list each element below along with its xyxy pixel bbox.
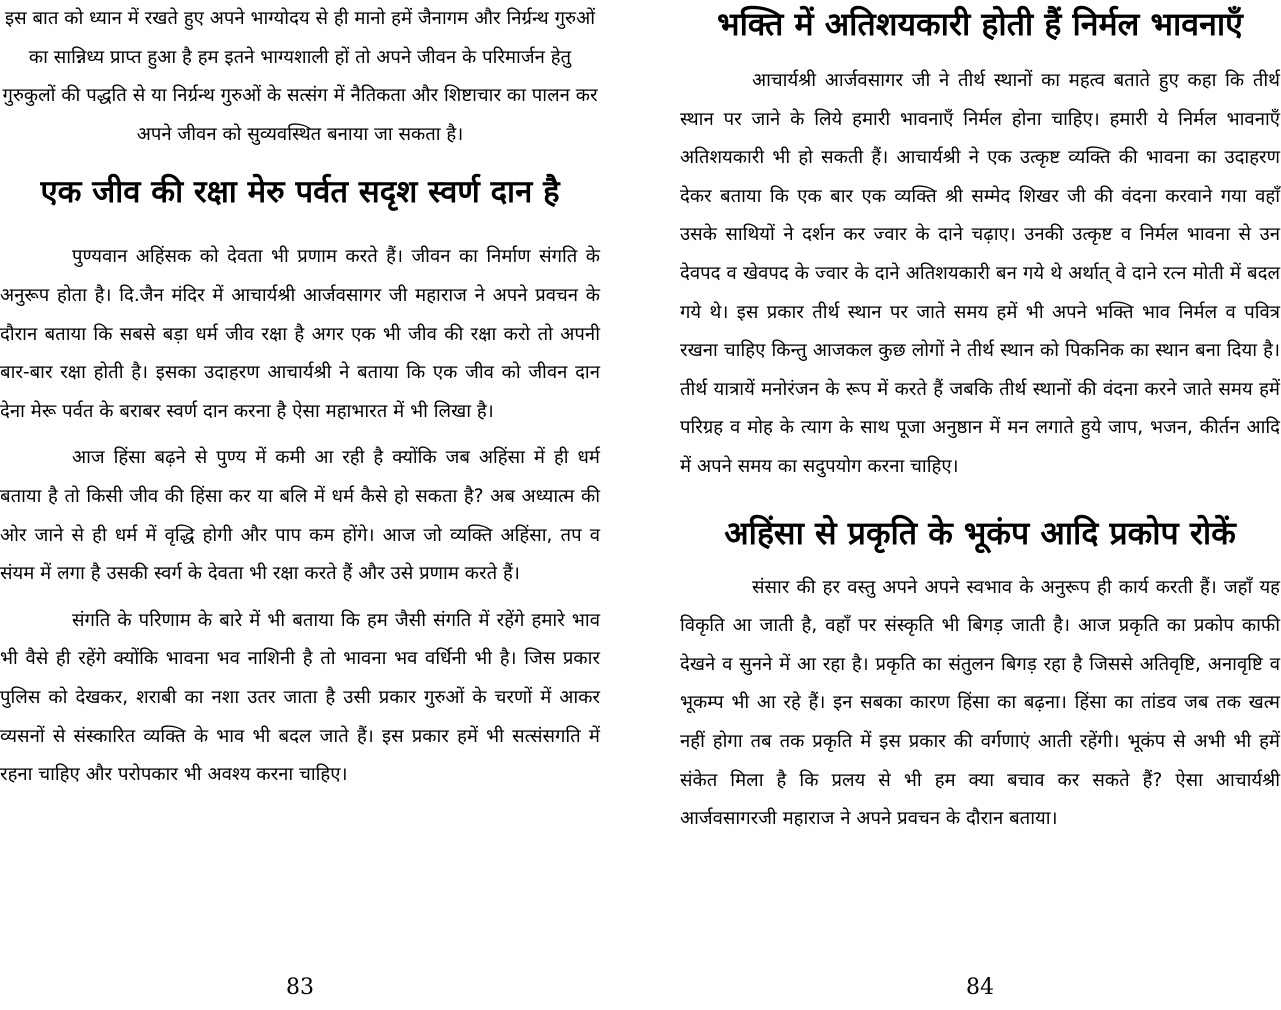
body-paragraph-2: आज हिंसा बढ़ने से पुण्य में कमी आ रही है क्योंकि जब अहिंसा में ही धर्म बताया है तो किसी जीव की हिंसा कर या बलि में धर्म कैसे हो सकता है? अब अध्यात्म की ओर जाने से ही धर्म में वृद्धि होगी और पाप कम होंगे। आज जो व्यक्ति अहिंसा, तप व संयम में लगा है उसकी स्वर्ग के देवता भी रक्षा करते हैं और उसे प्रणाम करते हैं। <box>0 447 600 585</box>
body-paragraph-3: संगति के परिणाम के बारे में भी बताया कि हम जैसी संगति में रहेंगे हमारे भाव भी वैसे ही रहेंगे क्योंकि भावना भव नाशिनी है तो भावना भव वर्धिनी भी है। जिस प्रकार पुलिस को देखकर, शराबी का नशा उतर जाता है उसी प्रकार गुरुओं के चरणों में आकर व्यसनों से संस्कारित व्यक्ति के भाव भी बदल जाते हैं। इस प्रकार हमें भी सत्संसगति में रहना चाहिए और परोपकार भी अवश्य करना चाहिए। <box>0 609 600 786</box>
intro-paragraph: इस बात को ध्यान में रखते हुए अपने भाग्योदय से ही मानो हमें जैनागम और निर्ग्रन्थ गुरुओं का सान्निध्य प्राप्त हुआ है हम इतने भाग्यशाली हों तो अपने जीवन के परिमार्जन हेतु गुरुकुलों की पद्धति से या निर्ग्रन्थ गुरुओं के सत्संग में नैतिकता और शिष्टाचार का पालन कर अपने जीवन को सुव्यवस्थित बनाया जा सकता है। <box>2 8 598 145</box>
left-page <box>0 0 600 1010</box>
right-page <box>680 0 1280 1010</box>
page-number-right: 84 <box>966 975 994 1000</box>
body-paragraph-1: पुण्यवान अहिंसक को देवता भी प्रणाम करते हैं। जीवन का निर्माण संगति के अनुरूप होता है। दि.जैन मंदिर में आचार्यश्री आर्जवसागर जी महाराज ने अपने प्रवचन के दौरान बताया कि सबसे बड़ा धर्म जीव रक्षा है अगर एक भी जीव की रक्षा करो तो अपनी बार-बार रक्षा होती है। इसका उदाहरण आचार्यश्री ने बताया कि एक जीव को जीवन दान देना मेरू पर्वत के बराबर स्वर्ण दान करना है ऐसा महाभारत में भी लिखा है। <box>0 246 600 422</box>
section-heading-jeev-raksha: एक जीव की रक्षा मेरु पर्वत सदृश स्वर्ण दान है <box>40 174 560 211</box>
section-heading-bhakti: भक्ति में अतिशयकारी होती हैं निर्मल भावनाएँ <box>717 5 1243 43</box>
section-heading-ahimsa: अहिंसा से प्रकृति के भूकंप आदि प्रकोप रोकें <box>724 513 1236 552</box>
body-paragraph-prakriti: संसार की हर वस्तु अपने अपने स्वभाव के अनुरूप ही कार्य करती हैं। जहाँ यह विकृति आ जाती है, वहाँ पर संस्कृति भी बिगड़ जाती है। आज प्रकृति का प्रकोप काफी देखने व सुनने में आ रहा है। प्रकृति का संतुलन बिगड़ रहा है जिससे अतिवृष्टि, अनावृष्टि व भूकम्प भी आ रहे हैं। इन सबका कारण हिंसा का बढ़ना। हिंसा का तांडव जब तक खत्म नहीं होगा तब तक प्रकृति में इस प्रकार की वर्गणाएं आती रहेंगी। भूकंप से अभी भी हमें संकेत मिला है कि प्रलय से भी हम क्या बचाव कर सकते हैं? ऐसा आचार्यश्री आर्जवसागरजी महाराज ने अपने प्रवचन के दौरान बताया। <box>680 576 1280 830</box>
page-number-left: 83 <box>286 975 314 1000</box>
body-paragraph-tirth: आचार्यश्री आर्जवसागर जी ने तीर्थ स्थानों का महत्व बताते हुए कहा कि तीर्थ स्थान पर जाने के लिये हमारी भावनाएँ निर्मल होना चाहिए। हमारी ये निर्मल भावनाएँ अतिशयकारी भी हो सकती हैं। आचार्यश्री ने एक उत्कृष्ट व्यक्ति की भावना का उदाहरण देकर बताया कि एक बार एक व्यक्ति श्री सम्मेद शिखर जी की वंदना करवाने गया वहाँ उसके साथियों ने दर्शन कर ज्वार के दाने चढ़ाए। उनकी उत्कृष्ट व निर्मल भावना से उन देवपद व खेवपद के ज्वार के दाने अतिशयकारी बन गये थे अर्थात् वे दाने रत्न मोती में बदल गये थे। इस प्रकार तीर्थ स्थान पर जाते समय हमें भी अपने भक्ति भाव निर्मल व पवित्र रखना चाहिए किन्तु आजकल कुछ लोगों ने तीर्थ स्थान को पिकनिक का स्थान बना दिया है। तीर्थ यात्रायें मनोरंजन के रूप में करते हैं जबकि तीर्थ स्थानों की वंदना करने जाते समय हमें परिग्रह व मोह के त्याग के साथ पूजा अनुष्ठान में मन लगाते हुये जाप, भजन, कीर्तन आदि में अपने समय का सदुपयोग करना चाहिए। <box>680 70 1280 477</box>
